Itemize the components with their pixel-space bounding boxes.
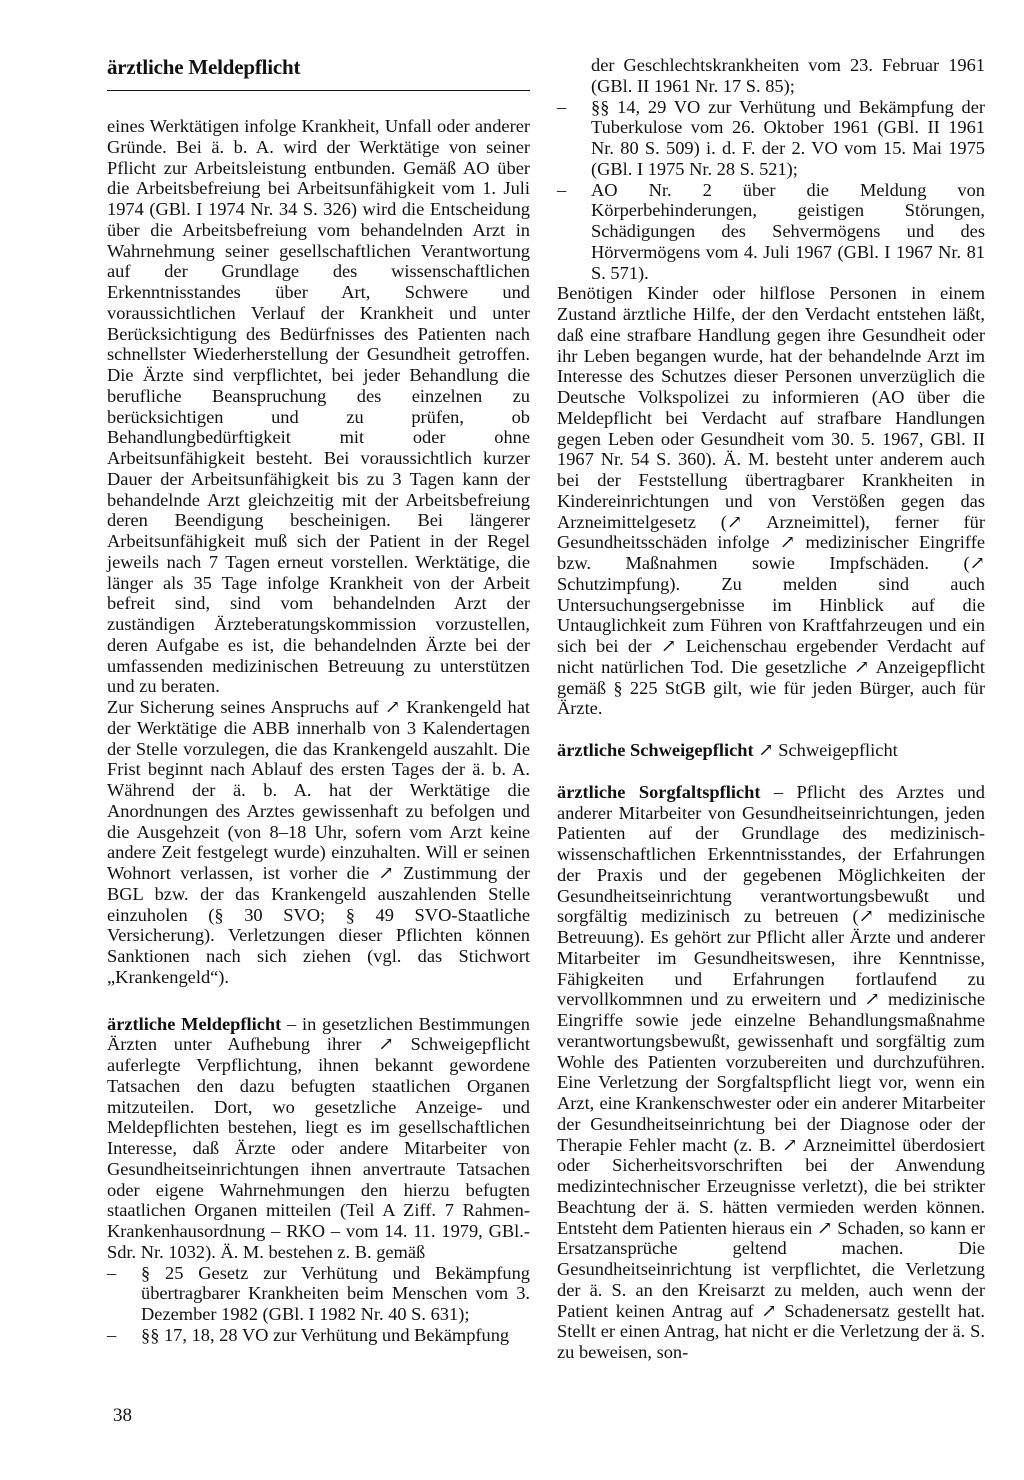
entry-aerztliche-sorgfaltspflicht bbox=[557, 782, 985, 1363]
left-column bbox=[107, 116, 530, 1346]
entry-definition: – in gesetzlichen Bestimmungen Ärzten unter Aufhebung ihrer ↗ Schweigepflicht auferlegte Verpflichtung, ihnen bekannt gewordene Tatsachen den dazu befugten staatlichen Organen mitzuteilen. Dort, wo gesetzliche Anzeige- und Meldepflichten bestehen, liegt es im gesellschaftlichen Interesse, daß Ärzte oder andere Mitarbeiter von Gesundheitseinrichtungen ihnen anvertraute Tatsachen oder eigene Wahrnehmungen den hierzu befugten staatlichen Organen mitteilen (Teil A Ziff. 7 Rahmen-Krankenhausordnung – RKO – vom 14. 11. 1979, GBl.-Sdr. Nr. 1032). Ä. M. bestehen z. B. gemäß bbox=[107, 1013, 531, 1262]
entry-aerztliche-meldepflicht bbox=[107, 1014, 530, 1263]
entry-term: ärztliche Schweigepflicht bbox=[557, 740, 754, 760]
list-item-continuation: der Geschlechtskrankheiten vom 23. Februar 1961 (GBl. II 1961 Nr. 17 S. 85); bbox=[591, 55, 985, 96]
list-item-text: §§ 17, 18, 28 VO zur Verhütung und Bekämpfung bbox=[141, 1324, 510, 1345]
dash-bullet: – bbox=[557, 179, 567, 200]
running-header: ärztliche Meldepflicht bbox=[107, 55, 301, 79]
cross-reference: ↗ Schweigepflicht bbox=[753, 740, 898, 760]
dash-bullet: – bbox=[557, 96, 567, 117]
paragraph-arbeitsbefreiung: eines Werktätigen infolge Krankheit, Unfall oder anderer Gründe. Bei ä. b. A. wird der Werktätige von seiner Pflicht zur Arbeitsleistung entbunden. Gemäß AO über die Arbeitsbefreiung bei Arbeitsunfähigkeit vom 1. Juli 1974 (GBl. I 1974 Nr. 34 S. 326) wird die Entscheidung über die Arbeitsbefreiung vom behandelnden Arzt in Wahrnehmung seiner gesellschaftlichen Verantwortung auf der Grundlage des wissenschaftlichen Erkenntnisstandes über Art, Schwere und voraussichtlichen Verlauf der Krankheit und unter Berücksichtigung des Bedürfnisses des Patienten nach schnellster Wiederherstellung der Gesundheit getroffen. Die Ärzte sind verpflichtet, bei jeder Behandlung die berufliche Beanspruchung des einzelnen zu berücksichtigen und zu prüfen, ob Behandlungbedürftigkeit mit oder ohne Arbeitsunfähigkeit besteht. Bei voraussichtlich kurzer Dauer der Arbeitsunfähigkeit bis zu 3 Tagen kann der behandelnde Arzt gleichzeitig mit der Arbeitsbefreiung deren Beendigung bescheinigen. Bei längerer Arbeitsunfähigkeit muß sich der Patient in der Regel jeweils nach 7 Tagen erneut vorstellen. Werktätige, die länger als 35 Tage infolge Krankheit von der Arbeit befreit sind, sind vom behandelnden Arzt der zuständigen Ärzteberatungskommission vorzustellen, deren Aufgabe es ist, die behandelnden Ärzte bei der umfassenden medizinischen Betreuung zu unterstützen und zu beraten. bbox=[107, 116, 530, 697]
header-rule bbox=[107, 90, 530, 91]
entry-term: ärztliche Meldepflicht bbox=[107, 1013, 282, 1034]
paragraph-meldepflicht-verdacht: Benötigen Kinder oder hilflose Personen in einem Zustand ärztliche Hilfe, der den Verdacht entstehen läßt, daß eine strafbare Handlung gegen ihre Gesundheit oder ihr Leben begangen wurde, hat der behandelnde Arzt im Interesse des Schutzes dieser Personen unverzüglich die Deutsche Volkspolizei zu informieren (AO über die Meldepflicht bei Verdacht auf strafbare Handlungen gegen Leben oder Gesundheit vom 30. 5. 1967, GBl. II 1967 Nr. 54 S. 360). Ä. M. besteht unter anderem auch bei der Feststellung übertragbarer Krankheiten in Kindereinrichtungen und von Verstößen gegen das Arzneimittelgesetz (↗ Arzneimittel), ferner für Gesundheitsschäden infolge ↗ medizinischer Eingriffe bzw. Maßnahmen sowie Impfschäden. (↗ Schutzimpfung). Zu melden sind auch Untersuchungsergebnisse im Hinblick auf die Untauglichkeit zum Führen von Kraftfahrzeugen und ein sich bei der ↗ Leichenschau ergebender Verdacht auf nicht natürlichen Tod. Die gesetzliche ↗ Anzeigepflicht gemäß § 225 StGB gilt, wie für jeden Bürger, auch für Ärzte. bbox=[557, 283, 985, 719]
entry-aerztliche-schweigepflicht bbox=[557, 740, 985, 761]
list-item bbox=[107, 1325, 530, 1346]
list-item-text: AO Nr. 2 über die Meldung von Körperbehinderungen, geistigen Störungen, Schädigungen des Sehvermögens und des Hörvermögens vom 4. Juli 1967 (GBl. I 1967 Nr. 81 S. 571). bbox=[591, 179, 985, 283]
entry-term: ärztliche Sorgfaltspflicht bbox=[557, 781, 761, 802]
dash-bullet: – bbox=[107, 1262, 117, 1283]
list-item-text: §§ 14, 29 VO zur Verhütung und Bekämpfung der Tuberkulose vom 26. Oktober 1961 (GBl. II 1961 Nr. 80 S. 509) i. d. F. der 2. VO vom 15. Mai 1975 (GBl. I 1975 Nr. 28 S. 521); bbox=[591, 96, 985, 179]
list-item bbox=[107, 1263, 530, 1325]
list-item-text: § 25 Gesetz zur Verhütung und Bekämpfung übertragbarer Krankheiten beim Menschen vom 3. Dezember 1982 (GBl. I 1982 Nr. 40 S. 631); bbox=[141, 1262, 530, 1324]
page-number: 38 bbox=[113, 1405, 132, 1426]
right-column bbox=[557, 55, 985, 1363]
list-item bbox=[557, 97, 985, 180]
paragraph-krankengeld: Zur Sicherung seines Anspruchs auf ↗ Krankengeld hat der Werktätige die ABB innerhalb von 3 Kalendertagen der Stelle vorzulegen, die das Krankengeld auszahlt. Die Frist beginnt nach Ablauf des ersten Tages der ä. b. A. Während der ä. b. A. hat der Werktätige die Anordnungen des Arztes gewissenhaft zu befolgen und die Ausgehzeit (von 8–18 Uhr, sofern vom Arzt keine andere Zeit festgelegt wurde) einzuhalten. Will er seinen Wohnort verlassen, ist vorher die ↗ Zustimmung der BGL bzw. der das Krankengeld auszahlenden Stelle einzuholen (§ 30 SVO; § 49 SVO-Staatliche Versicherung). Verletzungen dieser Pflichten können Sanktionen nach sich ziehen (vgl. das Stichwort „Krankengeld“). bbox=[107, 697, 530, 987]
list-item bbox=[557, 180, 985, 284]
entry-definition: – Pflicht des Arztes und anderer Mitarbeiter von Gesundheitseinrichtungen, jeden Patienten auf der Grundlage des medizinisch-wissenschaftlichen Erkenntnisstandes, der Erfahrungen der Praxis und der gegebenen Möglichkeiten der Gesundheitseinrichtung verantwortungsbewußt und sorgfältig medizinisch zu betreuen (↗ medizinische Betreuung). Es gehört zur Pflicht aller Ärzte und anderer Mitarbeiter im Gesundheitswesen, ihre Kenntnisse, Fähigkeiten und Erfahrungen fortlaufend zu vervollkommnen und zu erweitern und ↗ medizinische Eingriffe sowie jede einzelne Behandlungsmaßnahme verantwortungsbewußt, gewissenhaft und sorgfältig zum Wohle des Patienten vorzubereiten und durchzuführen. Eine Verletzung der Sorgfaltspflicht liegt vor, wenn ein Arzt, eine Krankenschwester oder ein anderer Mitarbeiter der Gesundheitseinrichtung bei der Diagnose oder der Therapie Fehler macht (z. B. ↗ Arzneimittel überdosiert oder Sicherheitsvorschriften bei der Anwendung medizintechnischer Erzeugnisse verletzt), die bei strikter Beachtung der ä. S. hätten vermieden werden können. Entsteht dem Patienten hieraus ein ↗ Schaden, so kann er Ersatzansprüche geltend machen. Die Gesundheitseinrichtung ist verpflichtet, die Verletzung der ä. S. an den Kreisarzt zu melden, auch wenn der Patient keinen Antrag auf ↗ Schadenersatz gestellt hat. Stellt er einen Antrag, hat nicht er die Verletzung der ä. S. zu beweisen, son- bbox=[557, 781, 986, 1362]
dash-bullet: – bbox=[107, 1324, 117, 1345]
